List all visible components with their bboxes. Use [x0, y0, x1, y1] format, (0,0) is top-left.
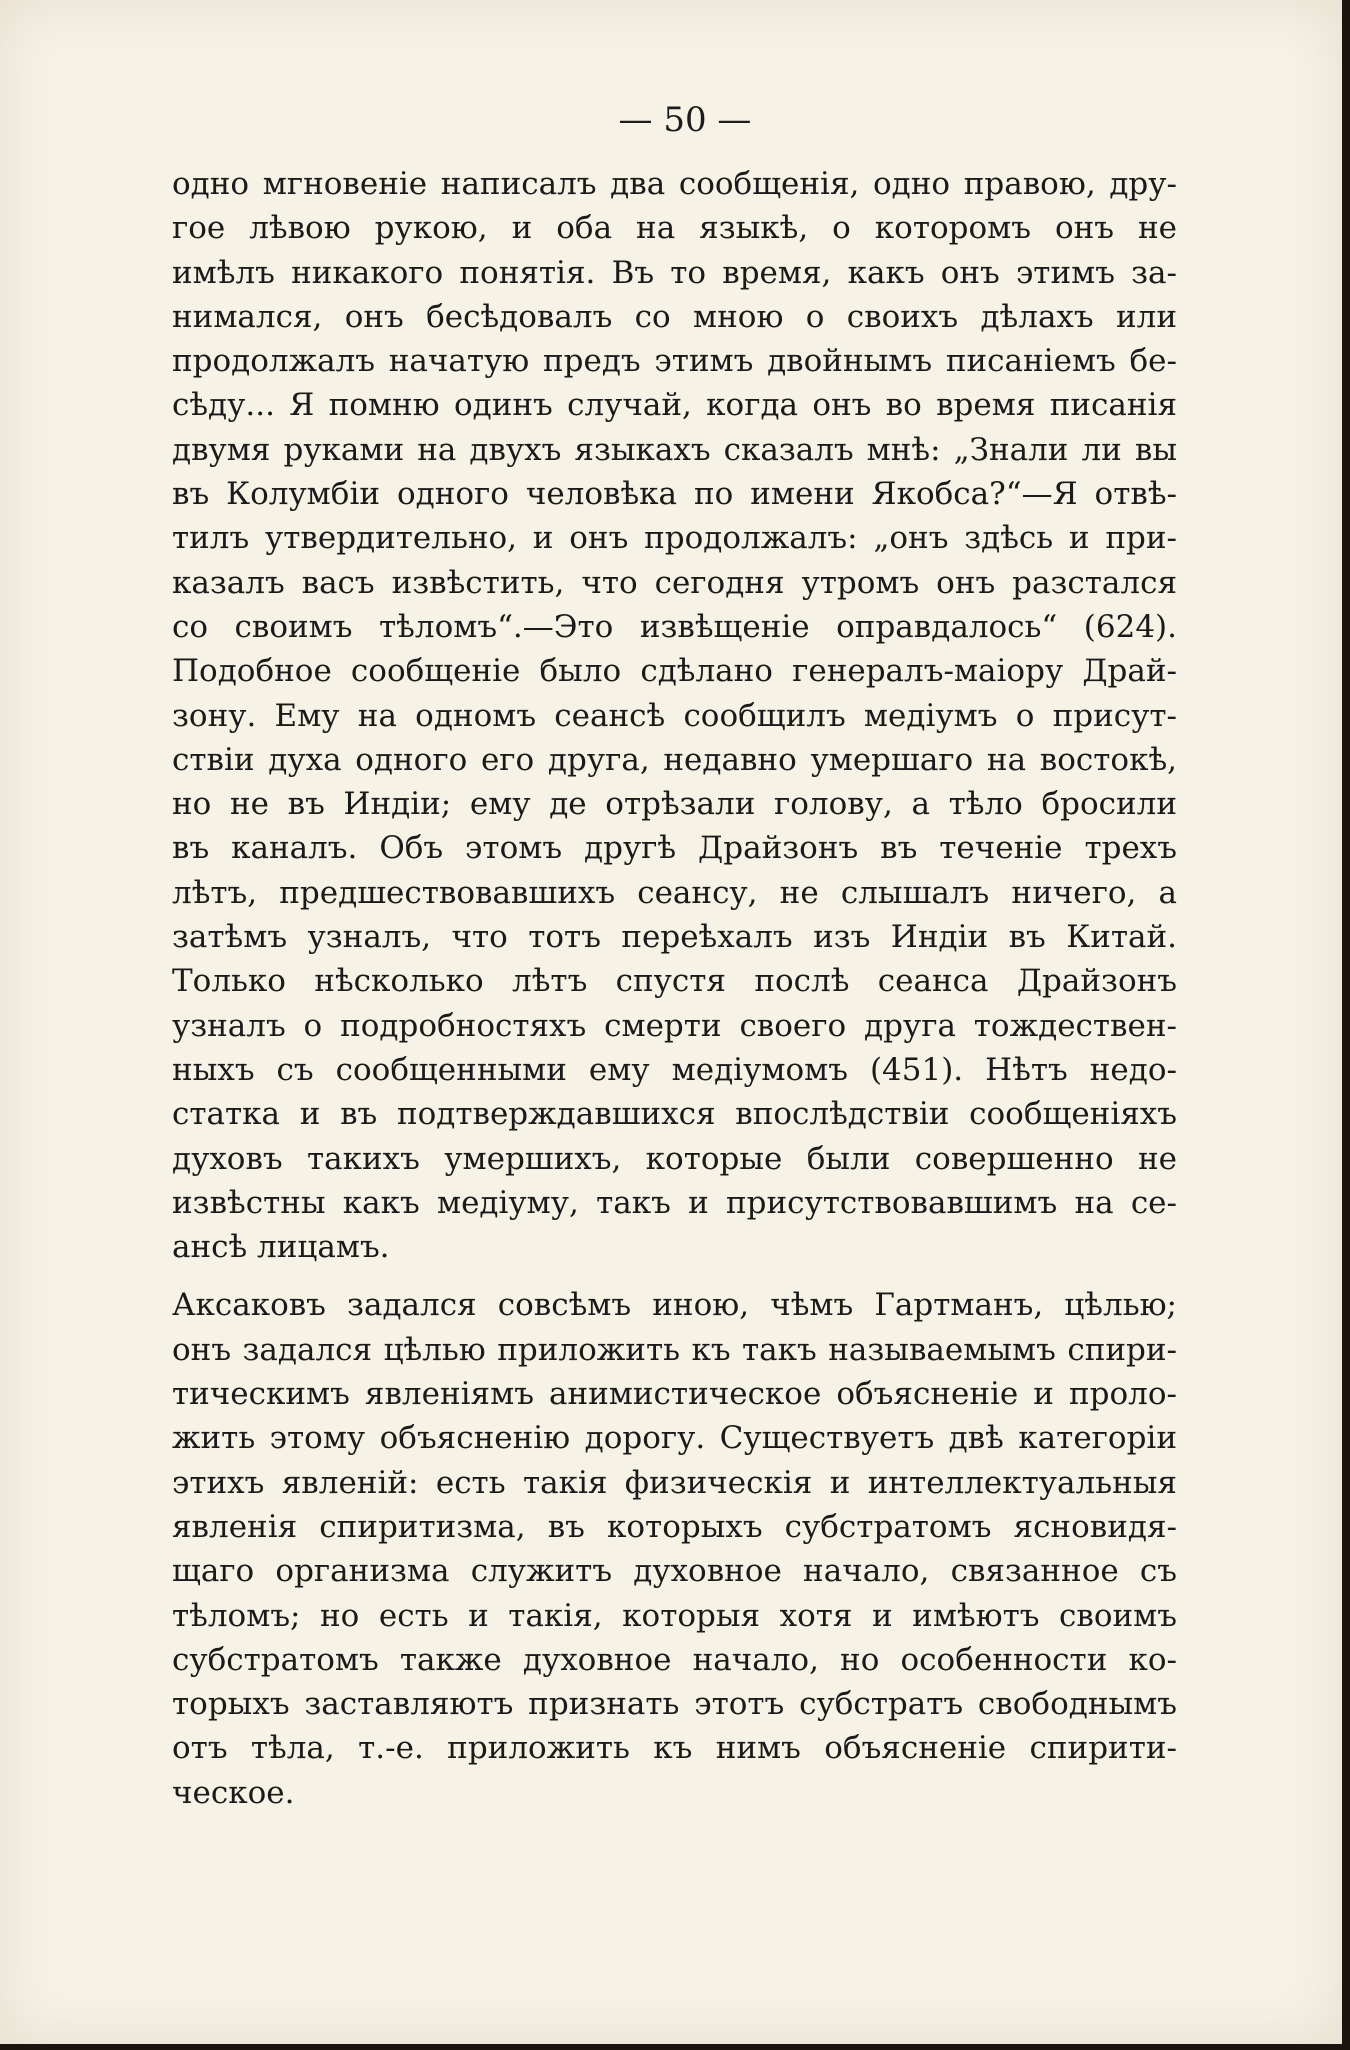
text-line: явленiя спиритизма, въ которыхъ субстратомъ ясновидя-	[172, 1508, 1177, 1545]
paragraph-gap	[172, 1269, 1177, 1283]
text-line: торыхъ заставляютъ признать этотъ субстратъ свободнымъ	[172, 1686, 1177, 1723]
page-number: — 50 —	[618, 100, 752, 140]
text-line: ствiи духа одного его друга, недавно умершаго на востокѣ,	[172, 741, 1177, 778]
text-line: сѣду... Я помню одинъ случай, когда онъ во время писанiя	[172, 387, 1177, 424]
text-line: ческое.	[172, 1774, 295, 1811]
text-line: извѣстны какъ медiуму, такъ и присутствовавшимъ на се-	[172, 1184, 1177, 1221]
text-line: этихъ явленiй: есть такiя физическiя и интеллектуальныя	[172, 1464, 1177, 1501]
text-line: Аксаковъ задался совсѣмъ иною, чѣмъ Гартманъ, цѣлью;	[172, 1287, 1177, 1324]
text-line: въ Колумбiи одного человѣка по имени Якобса?“—Я отвѣ-	[172, 476, 1177, 513]
text-line: тѣломъ; но есть и такiя, которыя хотя и имѣютъ своимъ	[172, 1597, 1177, 1634]
text-line: со своимъ тѣломъ“.—Это извѣщенiе оправдалось“ (624).	[172, 608, 1177, 645]
text-line: зону. Ему на одномъ сеансѣ сообщилъ медiумъ о присут-	[172, 697, 1177, 734]
text-line: лѣтъ, предшествовавшихъ сеансу, не слышалъ ничего, а	[172, 874, 1177, 911]
text-line: жить этому объясненiю дорогу. Существуетъ двѣ категорiи	[172, 1420, 1177, 1457]
text-line: но не въ Индiи; ему де отрѣзали голову, а тѣло бросили	[172, 786, 1177, 823]
text-line: статка и въ подтверждавшихся впослѣдствiи сообщенiяхъ	[172, 1096, 1177, 1133]
text-line: нимался, онъ бесѣдовалъ со мною о своихъ дѣлахъ или	[172, 298, 1177, 335]
body-text	[172, 162, 1177, 1815]
text-line: тилъ утвердительно, и онъ продолжалъ: „онъ здѣсь и при-	[172, 520, 1177, 557]
text-line: субстратомъ также духовное начало, но особенности ко-	[172, 1641, 1177, 1678]
text-line: двумя руками на двухъ языкахъ сказалъ мнѣ: „Знали ли вы	[172, 431, 1177, 468]
text-line: имѣлъ никакого понятiя. Въ то время, какъ онъ этимъ за-	[172, 254, 1177, 291]
text-line: онъ задался цѣлью приложить къ такъ называемымъ спири-	[172, 1331, 1177, 1368]
text-line: въ каналъ. Объ этомъ другѣ Драйзонъ въ теченiе трехъ	[172, 830, 1177, 867]
text-line: казалъ васъ извѣстить, что сегодня утромъ онъ разстался	[172, 564, 1177, 601]
text-line: Подобное сообщенiе было сдѣлано генералъ-маiору Драй-	[172, 653, 1177, 690]
text-line: духовъ такихъ умершихъ, которые были совершенно не	[172, 1140, 1177, 1177]
text-line: гое лѣвою рукою, и оба на языкѣ, о которомъ онъ не	[172, 210, 1177, 247]
text-line: ныхъ съ сообщенными ему медiумомъ (451). Нѣтъ недо-	[172, 1051, 1177, 1088]
paragraph	[172, 1283, 1177, 1815]
text-line: одно мгновенiе написалъ два сообщенiя, одно правою, дру-	[172, 166, 1177, 202]
text-line: Только нѣсколько лѣтъ спустя послѣ сеанса Драйзонъ	[172, 963, 1177, 1000]
text-line: отъ тѣла, т.-е. приложить къ нимъ объясненiе спирити-	[172, 1730, 1177, 1767]
text-line: щаго организма служитъ духовное начало, связанное съ	[172, 1553, 1177, 1590]
text-line: ансѣ лицамъ.	[172, 1229, 390, 1266]
text-line: тическимъ явленiямъ анимистическое объясненiе и проло-	[172, 1376, 1177, 1413]
paragraph	[172, 162, 1177, 1269]
text-line: продолжалъ начатую предъ этимъ двойнымъ писанiемъ бе-	[172, 343, 1177, 380]
text-line: узналъ о подробностяхъ смерти своего друга тождествен-	[172, 1007, 1177, 1044]
text-line: затѣмъ узналъ, что тотъ переѣхалъ изъ Индiи въ Китай.	[172, 919, 1177, 956]
